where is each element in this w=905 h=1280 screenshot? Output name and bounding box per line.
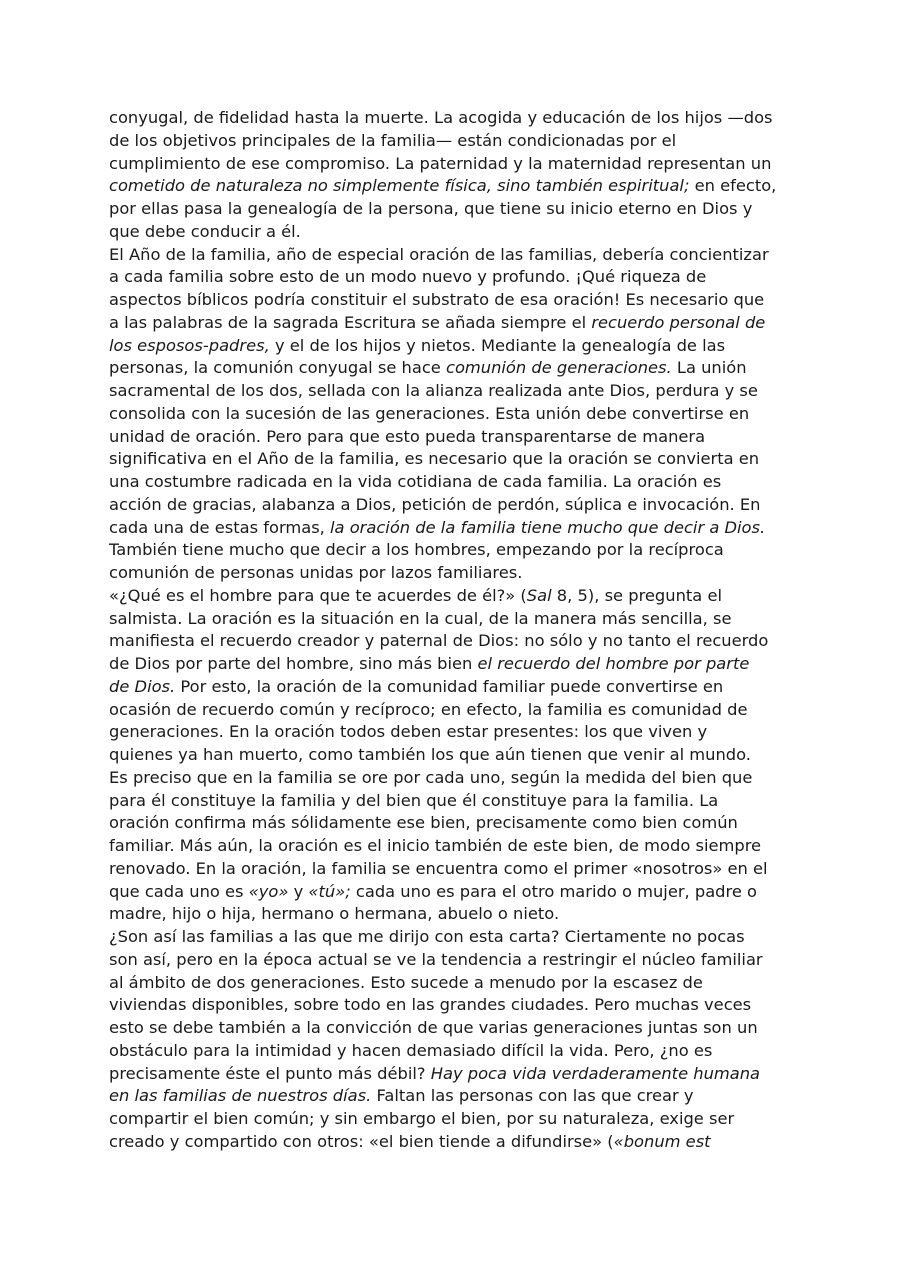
- text-line: [109, 335, 799, 358]
- text-segment: generaciones. En la oración todos deben estar presentes: los que viven y: [109, 722, 708, 742]
- text-line: [109, 699, 799, 722]
- italic-segment: Hay poca vida verdaderamente humana: [430, 1063, 761, 1083]
- text-segment: quienes ya han muerto, como también los que aún tienen que venir al mundo.: [109, 745, 751, 764]
- text-line: [109, 175, 799, 198]
- text-line: [109, 790, 799, 813]
- text-segment: y el de los hijos y nietos. Mediante la genealogía de las: [269, 335, 726, 355]
- text-segment: compartir el bien común; y sin embargo el bien, por su naturaleza, exige ser: [109, 1109, 735, 1128]
- text-line: [109, 881, 799, 904]
- text-segment: que cada uno es: [109, 881, 249, 901]
- text-line: [109, 653, 799, 676]
- text-segment: aspectos bíblicos podría constituir el substrato de esa oración! Es necesario que: [109, 290, 765, 309]
- text-segment: consolida con la sucesión de las generaciones. Esta unión debe convertirse en: [109, 403, 750, 423]
- italic-segment: «yo»: [248, 881, 289, 901]
- text-line: [109, 471, 799, 494]
- text-segment: «¿Qué es el hombre para que te acuerdes de él?» (: [109, 585, 527, 605]
- text-line: [109, 289, 799, 312]
- text-line: [109, 926, 799, 949]
- text-segment: acción de gracias, alabanza a Dios, petición de perdón, súplica e invocación. En: [109, 494, 761, 514]
- text-segment: conyugal, de fidelidad hasta la muerte. La acogida y educación de los hijos —dos: [109, 108, 773, 127]
- text-segment: La unión: [671, 358, 747, 378]
- text-line: [109, 1131, 799, 1154]
- text-segment: en efecto,: [689, 176, 777, 196]
- text-segment: una costumbre radicada en la vida cotidiana de cada familia. La oración es: [109, 472, 722, 491]
- text-segment: familiar. Más aún, la oración es el inicio también de este bien, de modo siempre: [109, 836, 762, 855]
- text-line: [109, 153, 799, 176]
- text-segment: unidad de oración. Pero para que esto pueda transparentarse de manera: [109, 426, 706, 446]
- text-segment: ocasión de recuerdo común y recíproco; en efecto, la familia es comunidad de: [109, 699, 748, 719]
- text-line: [109, 972, 799, 995]
- text-line: [109, 676, 799, 699]
- text-segment: a cada familia sobre esto de un modo nuevo y profundo. ¡Qué riqueza de: [109, 267, 707, 287]
- text-line: [109, 1017, 799, 1040]
- text-line: [109, 1063, 799, 1086]
- text-line: [109, 221, 799, 244]
- text-line: [109, 767, 799, 790]
- text-line: [109, 517, 799, 540]
- text-line: [109, 244, 799, 267]
- text-segment: Por esto, la oración de la comunidad familiar puede convertirse en: [175, 676, 724, 696]
- text-segment: y: [288, 881, 309, 901]
- text-segment: significativa en el Año de la familia, es necesario que la oración se convierta en: [109, 449, 760, 469]
- text-segment: obstáculo para la intimidad y hacen demasiado difícil la vida. Pero, ¿no es: [109, 1040, 713, 1060]
- text-segment: para él constituye la familia y del bien que él constituye para la familia. La: [109, 790, 719, 810]
- text-line: [109, 130, 799, 153]
- text-segment: esto se debe también a la convicción de que varias generaciones juntas son un: [109, 1018, 758, 1037]
- text-line: [109, 357, 799, 380]
- text-segment: Es preciso que en la familia se ore por cada uno, según la medida del bien que: [109, 767, 753, 787]
- text-segment: de Dios por parte del hombre, sino más bien: [109, 654, 478, 673]
- italic-segment: recuerdo personal de: [591, 312, 766, 332]
- italic-segment: la oración de la familia tiene mucho que decir a Dios.: [330, 517, 766, 537]
- text-segment: precisamente éste el punto más débil?: [109, 1063, 431, 1083]
- italic-segment: «bonum est: [613, 1131, 711, 1151]
- text-segment: cumplimiento de ese compromiso. La paternidad y la maternidad representan un: [109, 153, 772, 173]
- text-line: [109, 380, 799, 403]
- text-segment: personas, la comunión conyugal se hace: [109, 358, 446, 378]
- italic-segment: cometido de naturaleza no simplemente física, sino también espiritual;: [109, 176, 690, 196]
- text-segment: renovado. En la oración, la familia se encuentra como el primer «nosotros» en el: [109, 858, 768, 878]
- text-line: [109, 198, 799, 221]
- text-line: [109, 426, 799, 449]
- text-line: [109, 903, 799, 926]
- italic-segment: en las familias de nuestros días.: [109, 1086, 372, 1106]
- text-segment: madre, hijo o hija, hermano o hermana, abuelo o nieto.: [109, 904, 560, 924]
- text-segment: El Año de la familia, año de especial oración de las familias, debería concientizar: [109, 244, 769, 264]
- text-line: [109, 630, 799, 653]
- text-line: [109, 312, 799, 335]
- text-line: [109, 608, 799, 631]
- text-line: [109, 585, 799, 608]
- text-line: [109, 949, 799, 972]
- italic-segment: Sal: [526, 585, 552, 605]
- document-body: [109, 107, 799, 1154]
- text-segment: 8, 5), se pregunta el: [551, 585, 722, 605]
- text-line: [109, 858, 799, 881]
- text-line: [109, 1085, 799, 1108]
- text-line: [109, 812, 799, 835]
- text-segment: creado y compartido con otros: «el bien tiende a difundirse» (: [109, 1131, 614, 1151]
- text-segment: de los objetivos principales de la familia— están condicionadas por el: [109, 130, 677, 150]
- text-segment: ¿Son así las familias a las que me dirijo con esta carta? Ciertamente no pocas: [109, 927, 745, 946]
- text-segment: manifiesta el recuerdo creador y paternal de Dios: no sólo y no tanto el recuerdo: [109, 631, 769, 651]
- italic-segment: de Dios.: [109, 676, 176, 696]
- italic-segment: el recuerdo del hombre por parte: [477, 654, 750, 673]
- text-segment: son así, pero en la época actual se ve la tendencia a restringir el núcleo familiar: [109, 949, 763, 969]
- text-line: [109, 107, 799, 130]
- text-segment: salmista. La oración es la situación en la cual, de la manera más sencilla, se: [109, 608, 732, 628]
- text-line: [109, 1040, 799, 1063]
- text-line: [109, 744, 799, 767]
- text-line: [109, 835, 799, 858]
- text-line: [109, 448, 799, 471]
- text-segment: cada una de estas formas,: [109, 517, 331, 537]
- text-line: [109, 266, 799, 289]
- text-segment: por ellas pasa la genealogía de la persona, que tiene su inicio eterno en Dios y: [109, 199, 753, 218]
- text-line: [109, 494, 799, 517]
- text-segment: oración confirma más sólidamente ese bien, precisamente como bien común: [109, 813, 738, 833]
- text-segment: que debe conducir a él.: [109, 221, 301, 241]
- text-segment: comunión de personas unidas por lazos familiares.: [109, 563, 523, 582]
- text-line: [109, 403, 799, 426]
- text-line: [109, 539, 799, 562]
- text-segment: cada uno es para el otro marido o mujer, padre o: [350, 881, 758, 901]
- text-segment: viviendas disponibles, sobre todo en las grandes ciudades. Pero muchas veces: [109, 995, 752, 1015]
- text-segment: a las palabras de la sagrada Escritura se añada siempre el: [109, 312, 592, 332]
- text-segment: sacramental de los dos, sellada con la alianza realizada ante Dios, perdura y se: [109, 381, 758, 400]
- text-line: [109, 1108, 799, 1131]
- text-line: [109, 721, 799, 744]
- text-line: [109, 562, 799, 585]
- text-segment: Faltan las personas con las que crear y: [371, 1086, 694, 1106]
- text-segment: al ámbito de dos generaciones. Esto sucede a menudo por la escasez de: [109, 972, 703, 992]
- text-segment: También tiene mucho que decir a los hombres, empezando por la recíproca: [109, 540, 724, 560]
- italic-segment: comunión de generaciones.: [446, 358, 672, 378]
- italic-segment: «tú»;: [308, 881, 351, 901]
- italic-segment: los esposos-padres,: [109, 335, 270, 355]
- text-line: [109, 994, 799, 1017]
